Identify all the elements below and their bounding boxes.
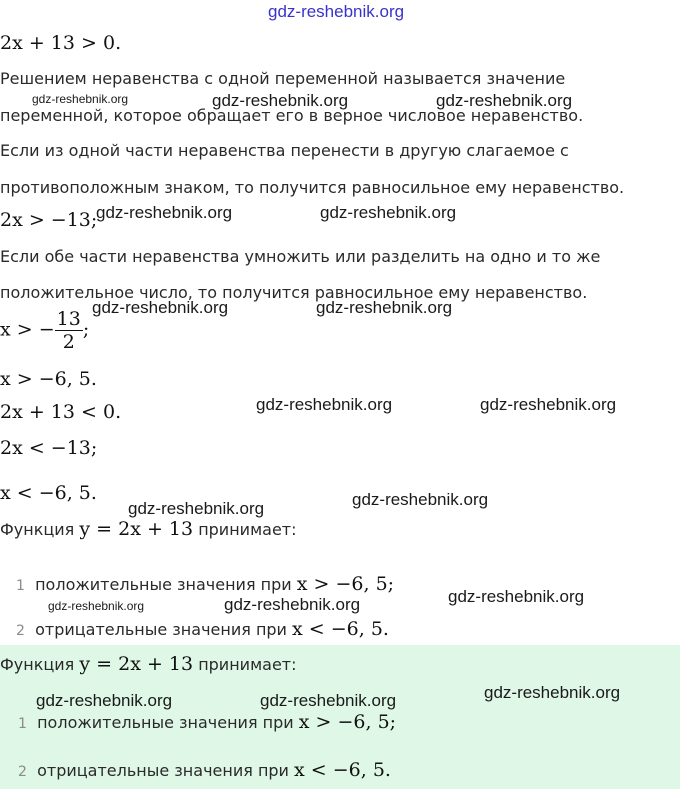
- answer-heading: [0, 653, 297, 675]
- list-item-number: 2: [16, 623, 25, 639]
- function-formula: y = 2x + 13: [79, 518, 194, 540]
- fraction-denominator: 2: [62, 331, 75, 353]
- watermark[interactable]: gdz-reshebnik.org: [48, 599, 145, 613]
- definition-text-line: переменной, которое обращает его в верное числовое неравенство.: [0, 106, 584, 125]
- list-item-condition: x < −6, 5.: [294, 759, 391, 781]
- list-item-condition: x > −6, 5;: [296, 573, 395, 595]
- watermark[interactable]: gdz-reshebnik.org: [32, 92, 129, 106]
- list-item-number: 2: [18, 764, 27, 780]
- watermark[interactable]: gdz-reshebnik.org: [448, 587, 585, 606]
- fraction-suffix: ;: [82, 318, 90, 341]
- watermark[interactable]: gdz-reshebnik.org: [96, 203, 233, 222]
- list-item-number: 1: [18, 716, 27, 732]
- list-item-condition: x < −6, 5.: [292, 618, 389, 640]
- watermark-top[interactable]: gdz-reshebnik.org: [268, 2, 405, 21]
- function-suffix: принимает:: [198, 520, 297, 539]
- rule-divide-line: Если обе части неравенства умножить или разделить на одно и то же: [0, 247, 601, 266]
- watermark[interactable]: gdz-reshebnik.org: [484, 683, 621, 702]
- watermark[interactable]: gdz-reshebnik.org: [316, 298, 453, 317]
- inequality-original: 2x + 13 > 0.: [0, 32, 122, 54]
- function-prefix: Функция: [0, 520, 75, 539]
- inequality-step-fraction: [0, 308, 89, 353]
- fraction-numerator: 13: [56, 308, 81, 330]
- watermark[interactable]: gdz-reshebnik.org: [224, 595, 361, 614]
- inequality-negative-step: 2x < −13;: [0, 437, 98, 459]
- watermark[interactable]: gdz-reshebnik.org: [480, 395, 617, 414]
- inequality-result-negative: x < −6, 5.: [0, 482, 97, 504]
- list-item-text: отрицательные значения при: [37, 761, 289, 780]
- rule-transfer-line: противоположным знаком, то получится равносильное ему неравенство.: [0, 178, 625, 197]
- definition-text-line: Решением неравенства с одной переменной называется значение: [0, 69, 566, 88]
- inequality-negative-original: 2x + 13 < 0.: [0, 401, 122, 423]
- rule-transfer-line: Если из одной части неравенства перенести в другую слагаемое с: [0, 141, 569, 160]
- list-item-number: 1: [16, 578, 25, 594]
- list-item-text: положительные значения при: [35, 575, 292, 594]
- watermark[interactable]: gdz-reshebnik.org: [320, 203, 457, 222]
- list-item-text: положительные значения при: [37, 713, 294, 732]
- list-item-text: отрицательные значения при: [35, 620, 287, 639]
- inequality-result-positive: x > −6, 5.: [0, 368, 97, 390]
- function-conclusion: [0, 518, 297, 540]
- rule-divide-line: положительное число, то получится равносильное ему неравенство.: [0, 283, 588, 302]
- fraction-prefix: x > −: [0, 318, 55, 341]
- list-item: [16, 573, 394, 595]
- answer-list-item: [18, 759, 391, 781]
- inequality-step-transfer: 2x > −13;: [0, 209, 98, 231]
- list-item: [16, 618, 389, 640]
- watermark[interactable]: gdz-reshebnik.org: [260, 691, 397, 710]
- watermark[interactable]: gdz-reshebnik.org: [92, 298, 229, 317]
- answer-prefix: Функция: [0, 655, 75, 674]
- answer-list-item: [18, 711, 396, 733]
- watermark[interactable]: gdz-reshebnik.org: [256, 395, 393, 414]
- fraction: [55, 308, 83, 353]
- watermark[interactable]: gdz-reshebnik.org: [352, 490, 489, 509]
- watermark[interactable]: gdz-reshebnik.org: [436, 91, 573, 110]
- answer-suffix: принимает:: [198, 655, 297, 674]
- answer-formula: y = 2x + 13: [79, 653, 194, 675]
- watermark[interactable]: gdz-reshebnik.org: [212, 91, 349, 110]
- watermark[interactable]: gdz-reshebnik.org: [36, 691, 173, 710]
- list-item-condition: x > −6, 5;: [298, 711, 397, 733]
- watermark[interactable]: gdz-reshebnik.org: [128, 499, 265, 518]
